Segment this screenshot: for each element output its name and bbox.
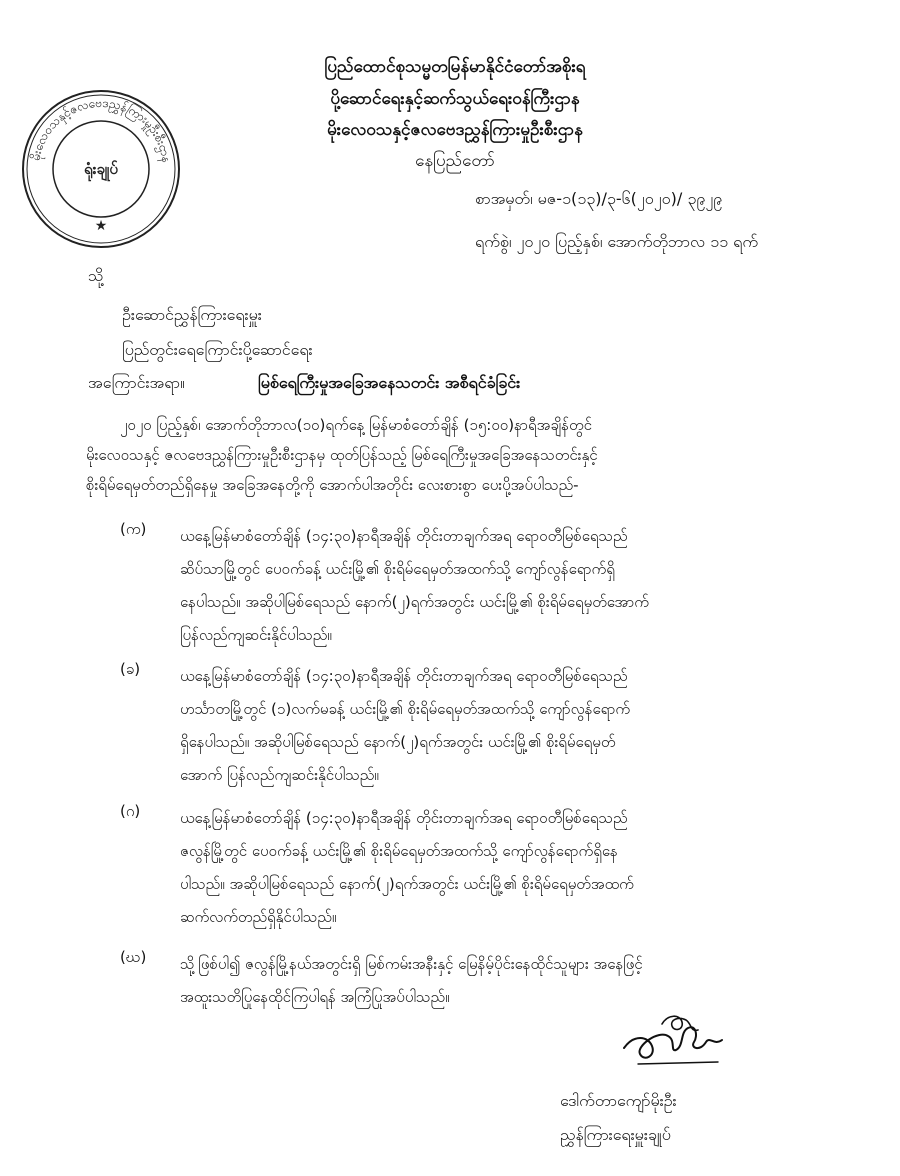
subject-label: အကြောင်းအရာ။: [88, 373, 185, 392]
header-city: နေပြည်တော်: [415, 151, 495, 171]
header-government: ပြည်ထောင်စုသမ္မတမြန်မာနိုင်ငံတော်အစိုးရ: [324, 57, 586, 77]
item-line: ရှိနေပါသည်။ အဆိုပါမြစ်ရေသည် နောက်(၂)ရက်အတွင်း ယင်းမြို့၏ စိုးရိမ်ရေမှတ်: [180, 733, 616, 751]
item-line: ယနေ့မြန်မာစံတော်ချိန် (၁၄:၃၀)နာရီအချိန် တိုင်းတာချက်အရ ရောဝတီမြစ်ရေသည်: [180, 527, 628, 545]
item-line: ပါသည်။ အဆိုပါမြစ်ရေသည် နောက်(၂)ရက်အတွင်း ယင်းမြို့၏ စိုးရိမ်ရေမှတ်အထက်: [180, 875, 634, 893]
intro-line: ၂၀၂၀ ပြည့်နှစ်၊ အောက်တိုဘာလ(၁၀)ရက်နေ့ မြန်မာစံတော်ချိန် (၁၅:၀၀)နာရီအချိန်တွင်: [120, 416, 592, 434]
item-line: အောက် ပြန်လည်ကျဆင်းနိုင်ပါသည်။: [180, 766, 379, 784]
recipient-title: ဦးဆောင်ညွှန်ကြားရေးမှူး: [122, 305, 262, 324]
intro-paragraph: [86, 410, 846, 500]
seal-center-text: ရုံးချုပ်: [84, 160, 118, 178]
item-marker: (ဃ): [120, 948, 147, 966]
subject-text: မြစ်ရေကြီးမှုအခြေအနေသတင်း အစီရင်ခံခြင်း: [258, 373, 521, 392]
recipient-to: သို့: [88, 266, 104, 285]
intro-line: မိုးလေဝသနှင့် ဇလဗေဒညွှန်ကြားမှုဦးစီးဌာနမှ ထုတ်ပြန်သည့် မြစ်ရေကြီးမှုအခြေအနေသတင်းနှင့်: [86, 446, 598, 464]
header-ministry: ပို့ဆောင်ရေးနှင့်ဆက်သွယ်ရေးဝန်ကြီးဌာန: [330, 89, 580, 109]
svg-text:မိုးလေဝသနှင့်ဇလဗေဒညွှန်ကြားမှု: [28, 96, 174, 164]
header-department: မိုးလေဝသနှင့်ဇလဗေဒညွှန်ကြားမှုဦးစီးဌာန: [327, 120, 583, 140]
item-line: ဟင်္သာတမြို့တွင် (၁)လက်မခန့် ယင်းမြို့၏ စိုးရိမ်ရေမှတ်အထက်သို့ ကျော်လွန်ရောက်: [180, 700, 631, 718]
signatory-name: ဒေါက်တာကျော်မိုးဦး: [560, 1091, 677, 1110]
seal-star-icon: ★: [94, 218, 108, 234]
item-marker: (က): [120, 520, 147, 538]
item-line: ပြန်လည်ကျဆင်းနိုင်ပါသည်။: [180, 626, 332, 644]
item-marker: (ခ): [120, 660, 141, 678]
letter-date: ရက်စွဲ၊ ၂၀၂၀ ပြည့်နှစ်၊ အောက်တိုဘာလ ၁၁ ရက်: [475, 232, 758, 251]
signatory-title: ညွှန်ကြားရေးမှူးချုပ်: [560, 1125, 671, 1144]
item-line: နေပါသည်။ အဆိုပါမြစ်ရေသည် နောက်(၂)ရက်အတွင်း ယင်းမြို့၏ စိုးရိမ်ရေမှတ်အောက်: [180, 593, 649, 611]
reference-number: စာအမှတ်၊ မဇ-၁(၁၃)/၃-၆(၂၀၂၀)/ ၃၉၂၉: [475, 189, 723, 208]
item-line: အထူးသတိပြုနေထိုင်ကြပါရန် အကြံပြုအပ်ပါသည်။: [180, 988, 450, 1006]
seal-outer-text: မိုးလေဝသနှင့်ဇလဗေဒညွှန်ကြားမှုဦးစီးဌာန: [28, 95, 174, 164]
item-line: ယနေ့မြန်မာစံတော်ချိန် (၁၄:၃၀)နာရီအချိန် တိုင်းတာချက်အရ ရောဝတီမြစ်ရေသည်: [180, 809, 628, 827]
item-line: ဆက်လက်တည်ရှိနိုင်ပါသည်။: [180, 908, 337, 926]
intro-line: စိုးရိမ်ရေမှတ်တည်ရှိနေမှု အခြေအနေတို့ကို အောက်ပါအတိုင်း လေးစားစွာ ပေးပို့အပ်ပါသည်-: [86, 476, 579, 494]
item-marker: (ဂ): [120, 802, 141, 820]
item-line: ယနေ့မြန်မာစံတော်ချိန် (၁၄:၃၀)နာရီအချိန် တိုင်းတာချက်အရ ရောဝတီမြစ်ရေသည်: [180, 667, 628, 685]
item-line: သို့ဖြစ်ပါ၍ ဇလွန်မြို့နယ်အတွင်းရှိ မြစ်ကမ်းအနီးနှင့် မြေနိမ့်ပိုင်းနေထိုင်သူများ အနေဖြင့်: [180, 955, 643, 973]
item-line: ဆိပ်သာမြို့တွင် ပေ၀က်ခန့် ယင်းမြို့၏ စိုးရိမ်ရေမှတ်အထက်သို့ ကျော်လွန်ရောက်ရှိ: [180, 560, 615, 578]
recipient-organization: ပြည်တွင်းရေကြောင်းပို့ဆောင်ရေး: [122, 340, 313, 359]
signature-icon: [618, 1006, 728, 1076]
office-seal: [20, 88, 182, 250]
item-line: ဇလွန်မြို့တွင် ပေ၀က်ခန့် ယင်းမြို့၏ စိုးရိမ်ရေမှတ်အထက်သို့ ကျော်လွန်ရောက်ရှိနေ: [180, 842, 618, 860]
